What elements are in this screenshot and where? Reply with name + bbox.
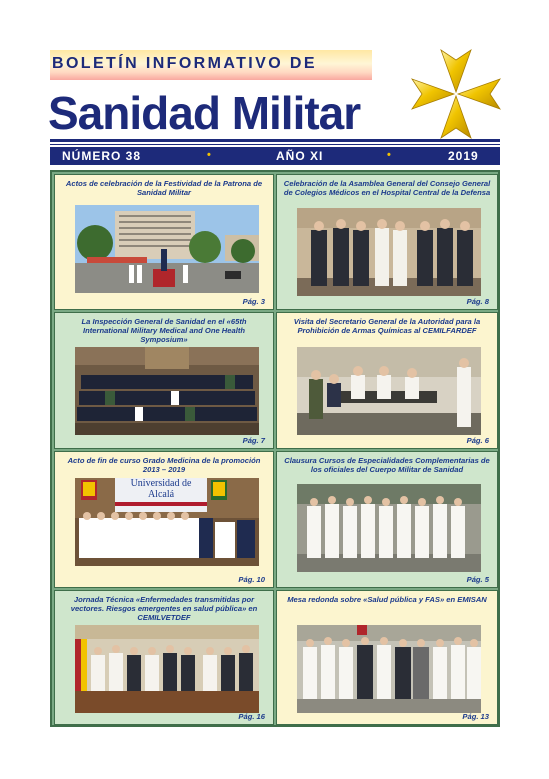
issue-year: 2019 — [448, 149, 479, 163]
university-sign: Universidad de Alcalá — [130, 478, 192, 500]
article-caption: La Inspección General de Sanidad en el «65th International Military Medical and One Health Symposium» — [81, 317, 247, 345]
article-page-ref: Pág. 5 — [466, 575, 489, 584]
article-card[interactable] — [276, 590, 498, 725]
article-page-ref: Pág. 16 — [238, 712, 265, 721]
article-page-ref: Pág. 6 — [466, 436, 489, 445]
article-photo — [297, 484, 481, 572]
article-photo — [75, 625, 259, 713]
bullet-separator: • — [207, 149, 212, 161]
article-caption: Actos de celebración de la Festividad de la Patrona de Sanidad Militar — [65, 179, 263, 198]
article-caption: Mesa redonda sobre «Salud pública y FAS» en EMISAN — [287, 595, 487, 604]
article-page-ref: Pág. 13 — [462, 712, 489, 721]
article-caption: Clausura Cursos de Especialidades Complementarias de los oficiales del Cuerpo Militar de Sanidad — [284, 456, 490, 475]
article-page-ref: Pág. 3 — [242, 297, 265, 306]
article-caption: Visita del Secretario General de la Autoridad para la Prohibición de Armas Químicas al CEMILFARDEF — [293, 317, 481, 336]
header-rule-thin — [50, 144, 500, 145]
article-card[interactable] — [276, 312, 498, 449]
article-caption: Acto de fin de curso Grado Medicina de la promoción 2013 – 2019 — [67, 456, 261, 475]
issue-number: NÚMERO 38 — [62, 149, 142, 163]
article-photo — [75, 205, 259, 293]
article-photo — [75, 347, 259, 435]
article-page-ref: Pág. 8 — [466, 297, 489, 306]
article-card[interactable] — [54, 174, 274, 310]
article-card[interactable] — [54, 451, 274, 588]
article-photo — [297, 208, 481, 296]
articles-grid — [50, 170, 500, 727]
newsletter-title: Sanidad Militar — [48, 87, 361, 139]
article-card[interactable] — [276, 451, 498, 588]
article-caption: Jornada Técnica «Enfermedades transmitidas por vectores. Riesgos emergentes en salud pública» en CEMILVETDEF — [70, 595, 258, 623]
article-photo — [297, 625, 481, 713]
article-card[interactable] — [276, 174, 498, 310]
issue-bar — [50, 147, 500, 165]
article-photo — [75, 478, 259, 566]
article-caption: Celebración de la Asamblea General del Consejo General de Colegios Médicos en el Hospital Central de la Defensa — [283, 179, 491, 198]
article-card[interactable] — [54, 312, 274, 449]
article-card[interactable] — [54, 590, 274, 725]
header-rule — [50, 139, 500, 142]
header-kicker: BOLETÍN INFORMATIVO DE — [52, 55, 317, 72]
article-page-ref: Pág. 7 — [242, 436, 265, 445]
maltese-cross-icon — [406, 44, 506, 144]
article-photo — [297, 347, 481, 435]
article-page-ref: Pág. 10 — [238, 575, 265, 584]
issue-volume: AÑO XI — [276, 149, 324, 163]
bullet-separator: • — [387, 149, 392, 161]
